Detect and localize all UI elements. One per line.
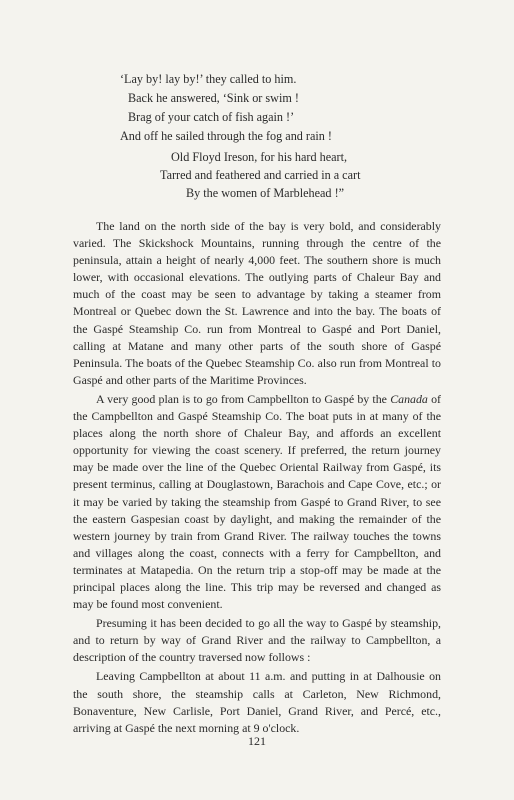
poem-line: Back he answered, ‘Sink or swim !	[128, 91, 299, 105]
poem-refrain	[0, 148, 514, 202]
refrain-line: By the women of Marblehead !”	[186, 186, 345, 200]
poem-line: Brag of your catch of fish again !’	[128, 110, 295, 124]
paragraph: Presuming it has been decided to go all the way to Gaspé by steamship, and to return by way of Grand River and the railway to Campbellton, a description of the country traversed now follows :	[73, 616, 441, 665]
paragraph-text: A very good plan is to go from Campbellton to Gaspé by the	[96, 391, 391, 406]
paragraph: The land on the north side of the bay is very bold, and considerably varied. The Skickshock Mountains, running through the centre of the peninsula, attain a height of nearly 4,000 feet. The southern shore is much lower, with occasional elevations. The outlying parts of Chaleur Bay and much of the coast may be seen to advantage by taking a steamer from Montreal or Quebec down the St. Lawrence and into the bay. The boats of the Gaspé Steamship Co. run from Montreal to Gaspé and Port Daniel, calling at Matane and many other parts of the south shore of Gaspé Peninsula. The boats of the Quebec Steamship Co. also run from Montreal to Gaspé and other parts of the Maritime Provinces.	[73, 219, 441, 387]
poem-line: ‘Lay by! lay by!’ they called to him.	[120, 72, 297, 86]
paragraph	[73, 391, 441, 613]
refrain-line: Tarred and feathered and carried in a cart	[160, 168, 361, 182]
poem-line: And off he sailed through the fog and rain !	[120, 129, 332, 143]
ship-name: Canada	[390, 391, 428, 406]
paragraph: Leaving Campbellton at about 11 a.m. and putting in at Dalhousie on the south shore, the steamship calls at Carleton, New Richmond, Bonaventure, New Carlisle, Port Daniel, Grand River, and Percé, etc., arriving at Gaspé the next morning at 9 o'clock.	[73, 669, 441, 735]
body-text	[73, 218, 441, 737]
poem-stanza	[120, 70, 332, 146]
refrain-line: Old Floyd Ireson, for his hard heart,	[171, 150, 348, 164]
page-number: 121	[248, 734, 266, 748]
paragraph-text: of the Campbellton and Gaspé Steamship Co. The boat puts in at many of the places along the north shore of Chaleur Bay, and affords an excellent opportunity for viewing the coast scenery. If preferred, the return journey may be made over the line of the Quebec Oriental Railway from Gaspé, its present terminus, calling at Douglastown, Barachois and Cape Cove, etc.; or it may be varied by taking the steamship from Gaspé to Grand River, to see the eastern Gaspesian coast by daylight, and making the remainder of the western journey by train from Grand River. The railway touches the towns and villages along the coast, connects with a ferry for Campbellton, and terminates at Matapedia. On the return trip a stop-off may be made at the principal places along the line. This trip may be reversed and changed as may be found most convenient.	[73, 391, 441, 612]
